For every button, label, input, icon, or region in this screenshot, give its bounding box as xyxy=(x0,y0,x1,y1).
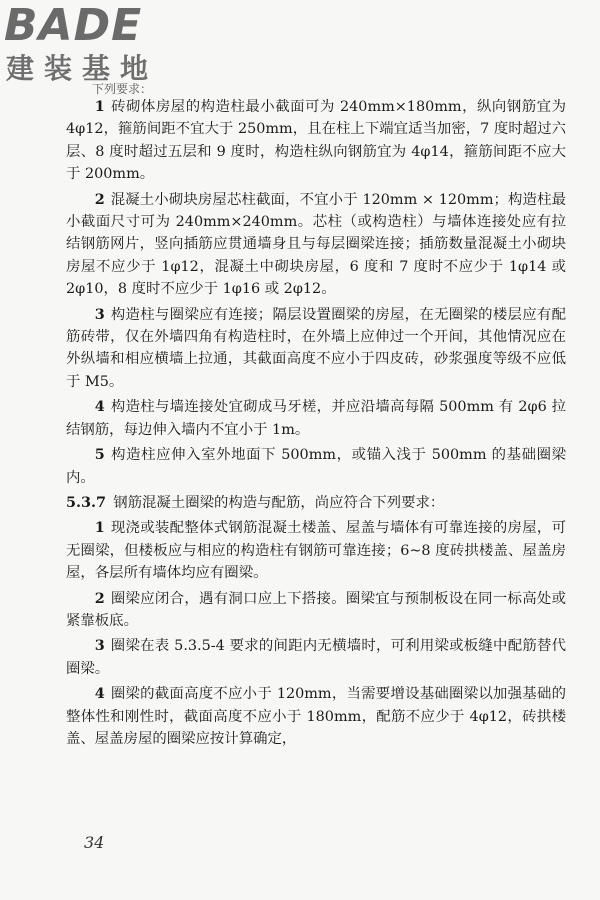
clause-paragraph xyxy=(66,635,566,680)
clause-paragraph xyxy=(66,304,566,394)
clause-text: 圈梁在表 5.3.5-4 要求的间距内无横墙时，可利用梁或板缝中配筋替代圈梁。 xyxy=(66,638,566,677)
clause-paragraph xyxy=(66,517,566,584)
clause-text: 砖砌体房屋的构造柱最小截面可为 240mm×180mm，纵向钢筋宜为 4φ12，箍筋间距不宜大于 250mm，且在柱上下端宜适当加密，7 度时超过六层、8 度时超过五层和 9 度时，构造柱纵向钢筋宜为 4φ14，箍筋间距不应大于 200mm。 xyxy=(66,99,566,183)
clause-text: 圈梁应闭合，遇有洞口应上下搭接。圈梁宜与预制板设在同一标高处或紧靠板底。 xyxy=(66,590,566,629)
intro-fragment: 下列要求： xyxy=(92,82,153,96)
clause-text: 混凝土小砌块房屋芯柱截面，不宜小于 120mm × 120mm；构造柱最小截面尺寸可为 240mm×240mm。芯柱（或构造柱）与墙体连接处应有拉结钢筋网片，竖向插筋应贯通墙身且与每层圈梁连接；插筋数量混凝土小砌块房屋不应少于 1φ12，混凝土中砌块房屋，6 度和 7 度时不应少于 1φ14 或 2φ10，8 度时不应少于 1φ16 或 2φ12。 xyxy=(66,191,566,298)
clause-paragraph xyxy=(66,396,566,441)
clause-number: 1 xyxy=(94,98,105,115)
bade-logo xyxy=(4,2,184,92)
clause-number: 3 xyxy=(94,637,105,655)
clause-text: 圈梁的截面高度不应小于 120mm，当需要增设基础圈梁以加强基础的整体性和刚性时，截面高度不应小于 180mm，配筋不应少于 4φ12，砖拱楼盖、屋盖房屋的圈梁应按计算确定， xyxy=(66,686,566,747)
clause-number: 2 xyxy=(94,190,105,208)
clause-paragraph xyxy=(66,588,566,633)
section-heading xyxy=(66,492,566,514)
clause-number: 4 xyxy=(94,685,105,703)
clause-text: 构造柱与墙连接处宜砌成马牙槎，并应沿墙高每隔 500mm 有 2φ6 拉结钢筋，每边伸入墙内不宜小于 1m。 xyxy=(66,399,566,438)
page-number: 34 xyxy=(84,833,105,852)
page-content xyxy=(66,96,566,753)
clause-text: 构造柱应伸入室外地面下 500mm，或锚入浅于 500mm 的基础圈梁内。 xyxy=(66,447,566,486)
clause-paragraph xyxy=(66,189,566,301)
clause-number: 4 xyxy=(94,398,105,416)
clause-paragraph xyxy=(66,683,566,750)
clause-number: 3 xyxy=(94,305,105,323)
section-text: 钢筋混凝土圈梁的构造与配筋，尚应符合下列要求： xyxy=(113,494,445,511)
logo-latin-text: BADE xyxy=(4,0,143,51)
clause-paragraph xyxy=(66,96,566,186)
clause-paragraph xyxy=(66,444,566,489)
logo-cjk-text: 建装基地 xyxy=(6,52,159,85)
clause-number: 1 xyxy=(94,519,105,537)
clause-text: 构造柱与圈梁应有连接；隔层设置圈梁的房屋，在无圈梁的楼层应有配筋砖带，仅在外墙四角有构造柱时，在外墙上应伸过一个开间，其他情况应在外纵墙和相应横墙上拉通，其截面高度不应小于四皮砖，砂浆强度等级不应低于 M5。 xyxy=(66,306,566,390)
clause-text: 现浇或装配整体式钢筋混凝土楼盖、屋盖与墙体有可靠连接的房屋，可无圈梁，但楼板应与相应的构造柱有钢筋可靠连接；6~8 度砖拱楼盖、屋盖房屋，各层所有墙体均应有圈梁。 xyxy=(66,520,566,582)
clause-number: 5 xyxy=(94,446,105,464)
clause-number: 2 xyxy=(94,589,105,607)
section-number: 5.3.7 xyxy=(66,493,107,511)
